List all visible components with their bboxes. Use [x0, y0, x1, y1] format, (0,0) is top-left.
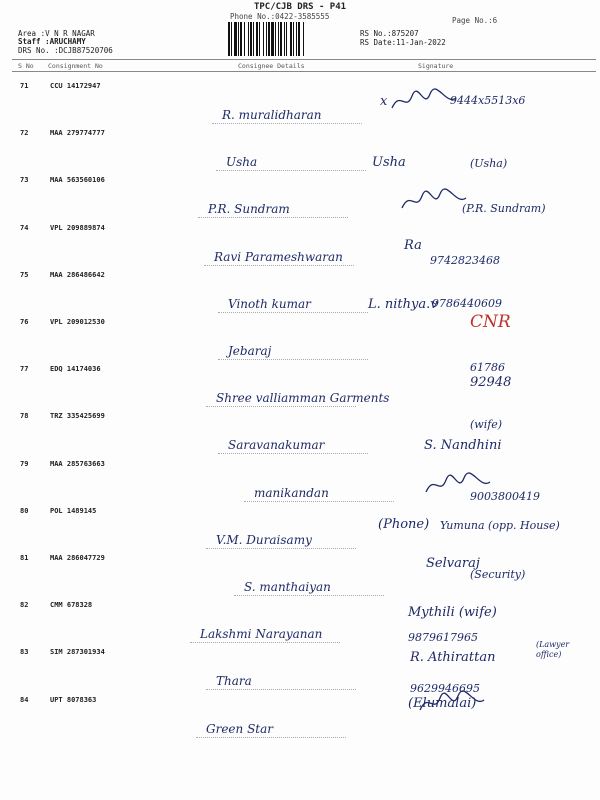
row-signature: (Phone) — [378, 516, 430, 532]
row-consignee-name: Jebaraj — [228, 344, 272, 358]
row-serial-number: 83 — [20, 648, 29, 657]
phone-number: Phone No.:0422-3585555 — [230, 12, 330, 21]
barcode-image — [228, 22, 350, 56]
row-name-underline — [244, 501, 394, 502]
staff-label: Staff :ARUCHAMY — [18, 37, 86, 46]
row-name-underline — [218, 453, 368, 454]
row-serial-number: 84 — [20, 695, 29, 704]
row-serial-number: 71 — [20, 82, 29, 90]
columns-rule — [12, 71, 596, 72]
row-signature: Usha — [372, 155, 406, 171]
row-signature: x — [380, 94, 388, 109]
col-consignee: Consignee Details — [238, 62, 305, 70]
row-consignee-name: Thara — [216, 674, 252, 689]
row-consignment-number: MAA 563560106 — [50, 176, 105, 185]
row-signature: Mythili (wife) — [408, 605, 497, 621]
row-name-underline — [204, 265, 354, 266]
row-consignee-name: Vinoth kumar — [228, 296, 311, 311]
row-consignee-name: Saravanakumar — [228, 438, 325, 453]
signature-scribble-icon — [390, 88, 460, 114]
row-signature-note: 9742823468 — [430, 253, 500, 267]
row-consignee-name: Lakshmi Narayanan — [200, 627, 323, 642]
row-name-underline — [196, 737, 346, 738]
col-signature: Signature — [418, 62, 454, 70]
row-signature-note: (Usha) — [470, 157, 508, 171]
row-serial-number: 77 — [20, 365, 29, 374]
rs-number: RS No.:875207 — [360, 29, 419, 38]
row-serial-number: 79 — [20, 459, 29, 468]
signature-scribble-icon — [418, 690, 488, 716]
row-consignee-name: Green Star — [206, 721, 274, 736]
row-consignment-number: MAA 286486642 — [50, 270, 105, 279]
row-consignment-number: CMM 678328 — [50, 601, 93, 610]
row-signature-note: 9786440609 — [432, 296, 502, 310]
row-signature-note: 9003800419 — [470, 489, 540, 503]
signature-scribble-icon — [400, 188, 470, 214]
row-consignment-number: MAA 285763663 — [50, 459, 105, 468]
drs-number: DRS No. :DCJB87520706 — [18, 46, 113, 55]
row-name-underline — [198, 217, 348, 218]
row-name-underline — [216, 170, 366, 171]
row-serial-number: 76 — [20, 318, 29, 326]
row83-side-note: (Lawyer office) — [536, 640, 570, 659]
row-consignment-number: MAA 279774777 — [50, 129, 105, 138]
row-name-underline — [206, 548, 356, 549]
row-name-underline — [234, 595, 384, 596]
row-consignment-number: POL 1489145 — [50, 506, 97, 515]
row-consignment-number: VPL 209012530 — [50, 318, 105, 326]
row-signature: S. Nandhini — [424, 438, 502, 454]
row-signature: CNR — [470, 312, 511, 332]
row-serial-number: 73 — [20, 176, 29, 185]
row-consignment-number: VPL 209889874 — [50, 223, 105, 232]
row-name-underline — [206, 689, 356, 690]
row-consignment-number: UPT 8078363 — [50, 695, 97, 704]
row-signature-note: (Security) — [470, 568, 526, 581]
row-signature-note: (wife) — [470, 418, 503, 432]
row-consignment-number: MAA 286047729 — [50, 554, 105, 562]
row-signature-note: Yumuna (opp. House) — [440, 518, 560, 532]
row-signature: Selvaraj — [426, 556, 480, 571]
row-consignee-name: manikandan — [254, 485, 329, 500]
signature-scribble-icon — [424, 472, 494, 498]
row-consignee-name: Usha — [226, 155, 258, 170]
row-signature-note: 9444x5513x6 — [450, 94, 526, 107]
row-consignment-number: SIM 287301934 — [50, 648, 105, 657]
row-serial-number: 81 — [20, 554, 29, 562]
row-serial-number: 72 — [20, 129, 29, 138]
row-serial-number: 78 — [20, 412, 29, 421]
sheet-title: TPC/CJB DRS - P41 — [253, 2, 347, 12]
row-serial-number: 80 — [20, 506, 29, 515]
row-signature: 92948 — [470, 375, 512, 391]
row-serial-number: 82 — [20, 601, 29, 610]
row-consignee-name: P.R. Sundram — [208, 202, 290, 217]
row-name-underline — [206, 406, 356, 407]
row-name-underline — [218, 312, 368, 313]
row-signature: L. nithya.v — [368, 296, 438, 312]
row-consignee-name: V.M. Duraisamy — [216, 532, 312, 547]
row-signature: R. Athirattan — [410, 650, 496, 666]
row-consignment-number: CCU 14172947 — [50, 82, 101, 90]
row-serial-number: 75 — [20, 270, 29, 279]
row-consignee-name: S. manthaiyan — [244, 580, 331, 594]
row-consignee-name: Ravi Parameshwaran — [214, 249, 343, 264]
row-consignee-name: R. muralidharan — [222, 108, 322, 122]
row-signature-note: 9879617965 — [408, 631, 478, 645]
row-signature-note: (P.R. Sundram) — [462, 202, 546, 216]
header-rule — [12, 59, 596, 60]
col-consignment: Consignment No — [48, 62, 103, 70]
rs-date: RS Date:11-Jan-2022 — [360, 38, 446, 47]
row-signature-note: 9629946695 — [410, 682, 480, 696]
col-sno: S No — [18, 62, 34, 70]
page-number: Page No.:6 — [452, 16, 498, 25]
row-signature-note: 61786 — [470, 361, 505, 375]
row-consignee-name: Shree valliamman Garments — [216, 391, 390, 406]
row-name-underline — [190, 642, 340, 643]
row-name-underline — [212, 123, 362, 124]
row-signature: Ra — [404, 237, 422, 253]
row-consignment-number: EDQ 14174036 — [50, 365, 101, 374]
row-consignment-number: TRZ 335425699 — [50, 412, 105, 421]
area-label: Area :V N R NAGAR — [18, 29, 95, 38]
row-name-underline — [218, 359, 368, 360]
row-signature: (Elumalai) — [408, 695, 477, 711]
row-serial-number: 74 — [20, 223, 29, 232]
